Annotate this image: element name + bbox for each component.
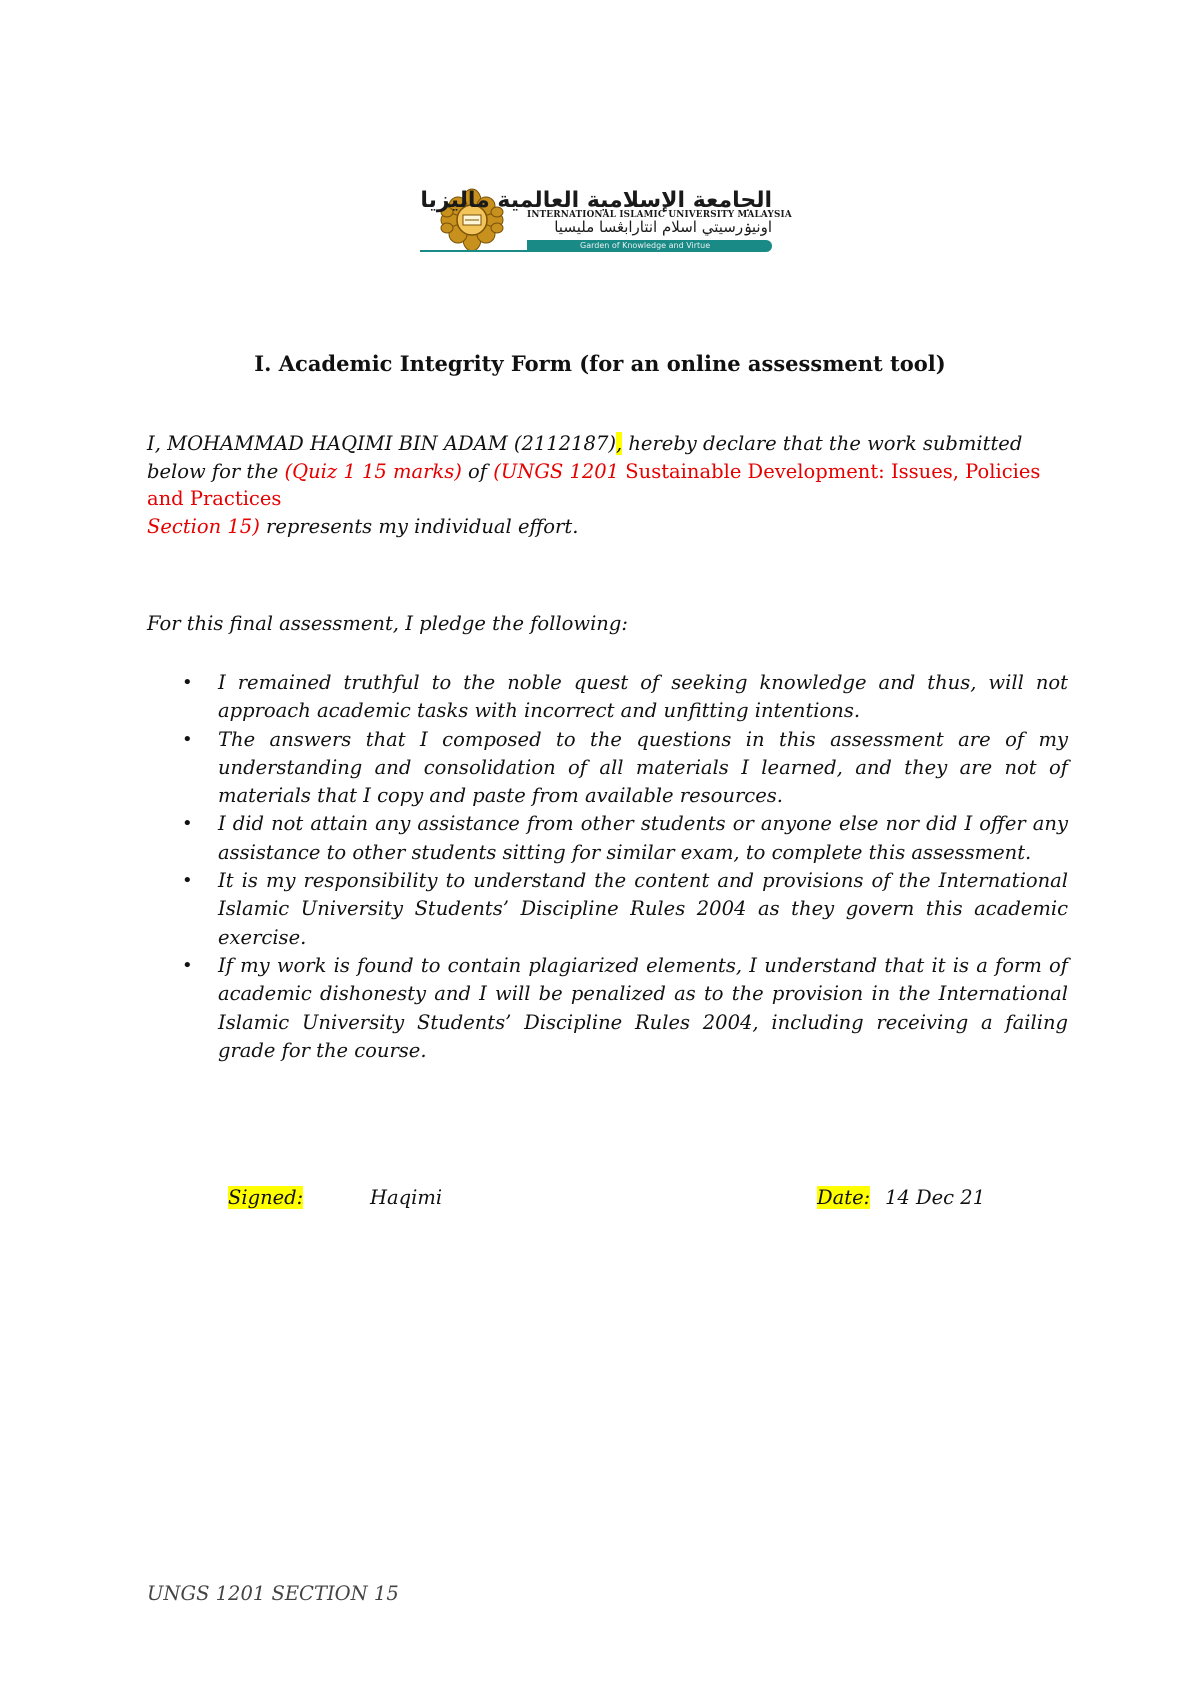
list-item — [150, 952, 1068, 1065]
bullet-icon: • — [182, 954, 193, 976]
quiz-label: (Quiz 1 15 marks) — [284, 459, 462, 483]
bullet-icon: • — [182, 672, 193, 693]
logo-jawi-name: اونيۏرسيتي اسلام انتارابڠسا مليسيا — [554, 218, 772, 236]
signature-row — [0, 1186, 1200, 1216]
bullet-icon: • — [182, 728, 193, 750]
list-item — [150, 669, 1068, 726]
declaration-of: of — [461, 459, 494, 483]
course-name: Sustainable Development: Issues, Policies and Practices — [147, 459, 1041, 510]
course-code: (UNGS 1201 — [493, 459, 620, 483]
pledge-text: I remained truthful to the noble quest of seeking knowledge and thus, will not approach academic tasks with incorrect and unfitting intentions. — [218, 671, 1068, 723]
list-item — [150, 810, 1068, 867]
bullet-icon: • — [182, 870, 193, 892]
page-footer: UNGS 1201 SECTION 15 — [147, 1582, 399, 1605]
pledge-text: It is my responsibility to understand the content and provisions of the International Islamic University Students’ Discipline Rules 2004 as they govern this academic exercise. — [218, 869, 1068, 949]
declaration-text: hereby declare that the work submitted below for the — [147, 432, 1023, 483]
pledge-text: I did not attain any assistance from other students or anyone else nor did I offer any assistance to other students sitting for similar exam, to complete this assessment. — [218, 812, 1068, 864]
signed-value: Haqimi — [370, 1186, 443, 1209]
pledge-text: If my work is found to contain plagiarized elements, I understand that it is a form of academic dishonesty and I will be penalized as to the provision in the International Islamic University Students’ Discipline Rules 2004, including receiving a failing grade for the course. — [218, 953, 1068, 1062]
date-value: 14 Dec 21 — [885, 1186, 986, 1209]
form-title: I. Academic Integrity Form (for an online assessment tool) — [254, 351, 946, 376]
signed-label: Signed: — [228, 1186, 304, 1209]
pledge-intro: For this final assessment, I pledge the following: — [147, 612, 628, 635]
pledge-list — [150, 669, 1068, 1065]
list-item — [150, 867, 1068, 952]
course-section: Section 15) — [147, 514, 260, 538]
logo-english-name: INTERNATIONAL ISLAMIC UNIVERSITY MALAYSIA — [527, 210, 792, 220]
declaration-end: represents my individual effort. — [259, 514, 579, 538]
university-logo — [420, 188, 792, 254]
logo-tagline: Garden of Knowledge and Virtue — [580, 241, 711, 250]
logo-underline — [420, 250, 527, 252]
logo-arabic-name: الجامعة الإسلامية العالمية ماليزيا — [420, 188, 772, 213]
list-item — [150, 726, 1068, 811]
date-label: Date: — [817, 1186, 871, 1209]
declaration-paragraph — [147, 430, 1067, 540]
declaration-name: I, MOHAMMAD HAQIMI BIN ADAM (2112187) — [147, 432, 616, 455]
bullet-icon: • — [182, 813, 193, 835]
highlighted-comma: , — [615, 432, 623, 455]
pledge-text: The answers that I composed to the questions in this assessment are of my understanding and consolidation of all materials I learned, and they are not of materials that I copy and paste from available resources. — [218, 727, 1068, 808]
